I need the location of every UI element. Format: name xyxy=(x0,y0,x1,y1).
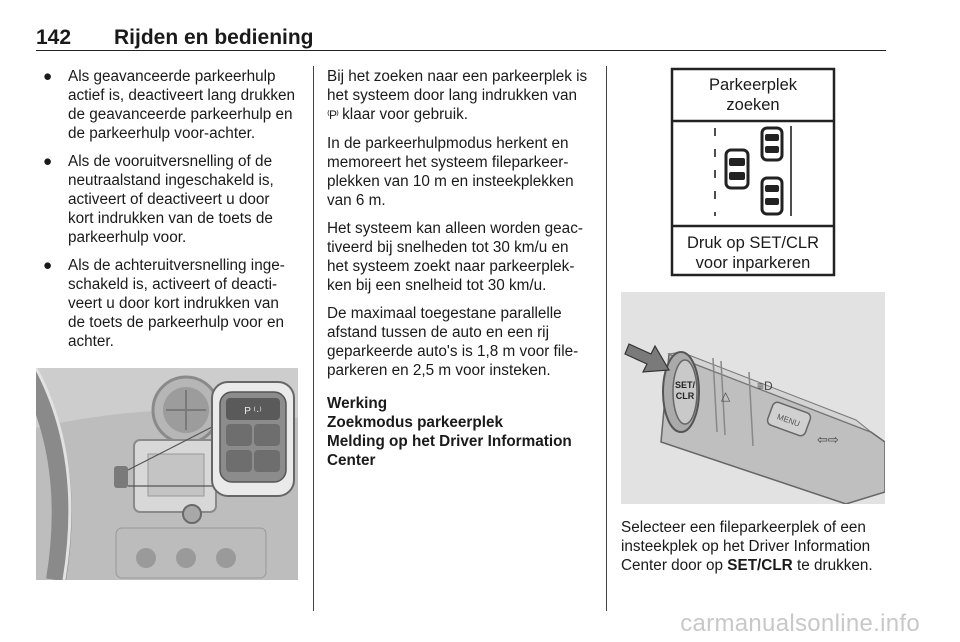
stalk-illustration xyxy=(621,292,885,504)
caption-text-b: te drukken. xyxy=(792,557,873,574)
heading-melding: Melding op het Driver Information Center xyxy=(327,433,572,469)
up-triangle-icon: △ xyxy=(721,389,731,403)
parking-assist-icon: ⁽P⁾ xyxy=(327,108,338,122)
set-clr-label-2: CLR xyxy=(675,391,695,401)
set-clr-label-1: SET/ xyxy=(674,380,696,390)
stalk-drawing xyxy=(621,292,885,504)
bullet-item-2 xyxy=(36,152,298,247)
bullet-icon: ● xyxy=(43,153,53,170)
paragraph-1 xyxy=(327,67,592,125)
display-top-line-2: zoeken xyxy=(726,96,780,114)
bullet-icon: ● xyxy=(43,257,53,274)
column-2 xyxy=(327,67,592,470)
light-icon: ≡D xyxy=(757,379,773,393)
own-car-icon xyxy=(726,150,748,188)
column-divider-1 xyxy=(313,66,314,611)
bullet-text-3: Als de achteruitversnelling inge-schakeld is, activeert of deacti-veert u door kort indrukken van de toets de parkeerhulp voor en achter. xyxy=(68,257,285,350)
dashboard-drawing xyxy=(36,368,298,580)
bullet-item-3 xyxy=(36,256,298,351)
page-header xyxy=(36,26,886,51)
illustration-caption xyxy=(621,518,887,575)
display-bottom-line-1: Druk op SET/CLR xyxy=(686,234,820,252)
heading-zoekmodus: Zoekmodus parkeerplek xyxy=(327,414,503,431)
display-bottom-line-2: voor inparkeren xyxy=(695,254,811,272)
paragraph-4: De maximaal toegestane parallelle afstand tussen de auto en een rij geparkeerde auto's is 1,8 m voor file-parkeren en 2,5 m voor insteken. xyxy=(327,305,579,379)
svg-text:P ⁽·⁾: P ⁽·⁾ xyxy=(244,406,262,417)
column-1 xyxy=(36,67,298,386)
watermark: carmanualsonline.info xyxy=(680,610,920,637)
paragraph-3: Het systeem kan alleen worden geac-tiveerd bij snelheden tot 30 km/u en het systeem zoekt naar parkeerplek-ken bij een snelheid tot 30 km/u. xyxy=(327,220,583,294)
page-number: 142 xyxy=(36,26,72,49)
caption-text-a: Selecteer een fileparkeerplek of een insteekplek op het Driver Information Center door op xyxy=(621,519,871,574)
bullet-text-2: Als de vooruitversnelling of de neutraalstand ingeschakeld is, activeert of deactiveert u door kort indrukken van de toets de parkeerhulp voor. xyxy=(68,153,274,246)
dic-display-drawing xyxy=(621,66,885,278)
turn-signal-icon: ⇦⇨ xyxy=(817,432,839,447)
parked-car-1-icon xyxy=(762,128,782,160)
parked-car-2-icon xyxy=(762,178,782,214)
paragraph-1-text-b: klaar voor gebruik. xyxy=(337,106,468,123)
caption-bold: SET/CLR xyxy=(727,557,793,574)
paragraph-2: In de parkeerhulpmodus herkent en memoreert het systeem fileparkeer-plekken van 10 m en insteekplekken van 6 m. xyxy=(327,135,574,209)
page-title: Rijden en bediening xyxy=(114,26,314,49)
column-divider-2 xyxy=(606,66,607,611)
headings-block xyxy=(327,394,592,470)
bullet-list xyxy=(36,67,298,351)
bullet-icon: ● xyxy=(43,68,53,85)
menu-label: MENU xyxy=(775,412,802,429)
paragraph-1-text-a: Bij het zoeken naar een parkeerplek is het systeem door lang indrukken van xyxy=(327,68,588,104)
heading-werking: Werking xyxy=(327,395,388,412)
bullet-item-1 xyxy=(36,67,298,143)
bullet-text-1: Als geavanceerde parkeerhulp actief is, deactiveert lang drukken de geavanceerde parkeerhulp en de parkeerhulp voor-achter. xyxy=(68,68,296,142)
display-top-line-1: Parkeerplek xyxy=(708,76,798,94)
dic-display-illustration xyxy=(621,66,885,278)
dashboard-illustration xyxy=(36,368,298,580)
